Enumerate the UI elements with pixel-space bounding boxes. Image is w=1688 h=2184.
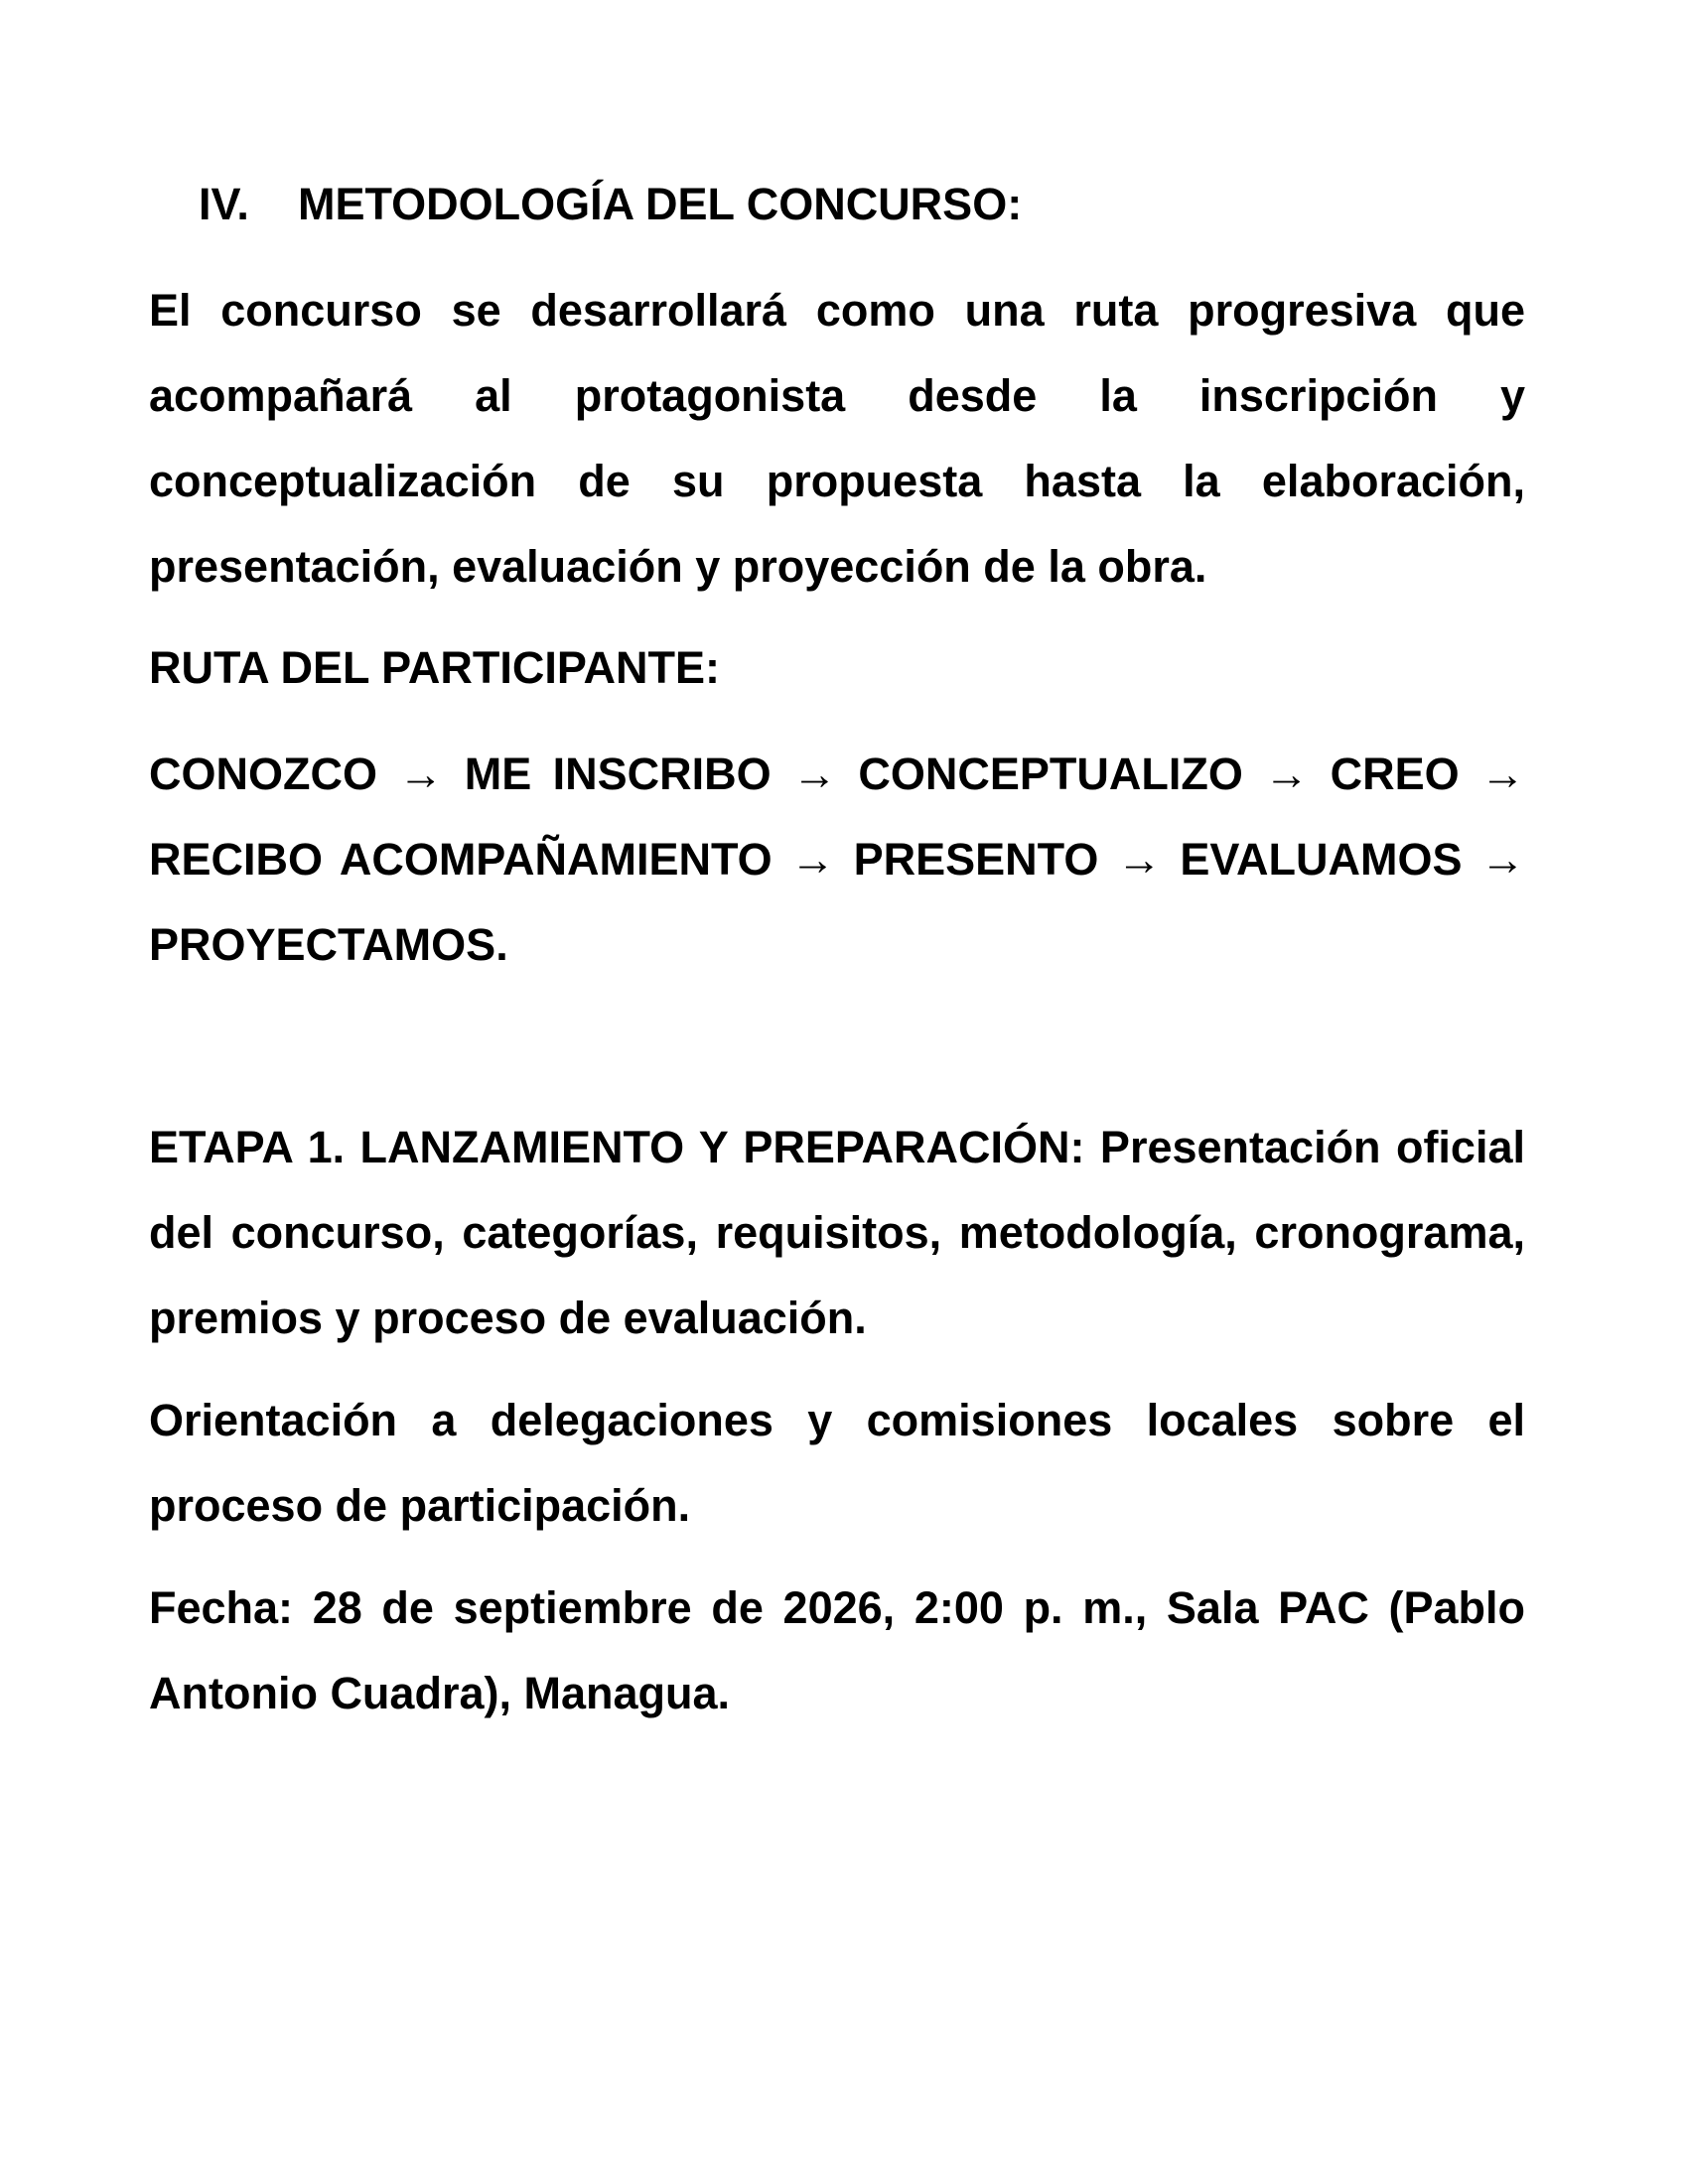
route-title: RUTA DEL PARTICIPANTE:	[149, 642, 720, 693]
route-steps: CONOZCO → ME INSCRIBO → CONCEPTUALIZO → CREO → RECIBO ACOMPAÑAMIENTO → PRESENTO → EVALUAMOS → PROYECTAMOS.	[149, 749, 1525, 970]
section-title: METODOLOGÍA DEL CONCURSO:	[298, 179, 1023, 229]
stage-1-orientation: Orientación a delegaciones y comisiones locales sobre el proceso de participación.	[149, 1395, 1525, 1531]
intro-paragraph: El concurso se desarrollará como una ruta progresiva que acompañará al protagonista desde la inscripción y conceptualización de su propuesta hasta la elaboración, presentación, evaluación y proyección de la obra.	[149, 285, 1525, 592]
stage-1-description: ETAPA 1. LANZAMIENTO Y PREPARACIÓN: Presentación oficial del concurso, categorías, requisitos, metodología, cronograma, premios y proceso de evaluación.	[149, 1122, 1525, 1343]
section-number: IV.	[199, 179, 249, 229]
stage-1-date: Fecha: 28 de septiembre de 2026, 2:00 p. m., Sala PAC (Pablo Antonio Cuadra), Managua.	[149, 1582, 1525, 1718]
section-heading	[199, 175, 1022, 234]
